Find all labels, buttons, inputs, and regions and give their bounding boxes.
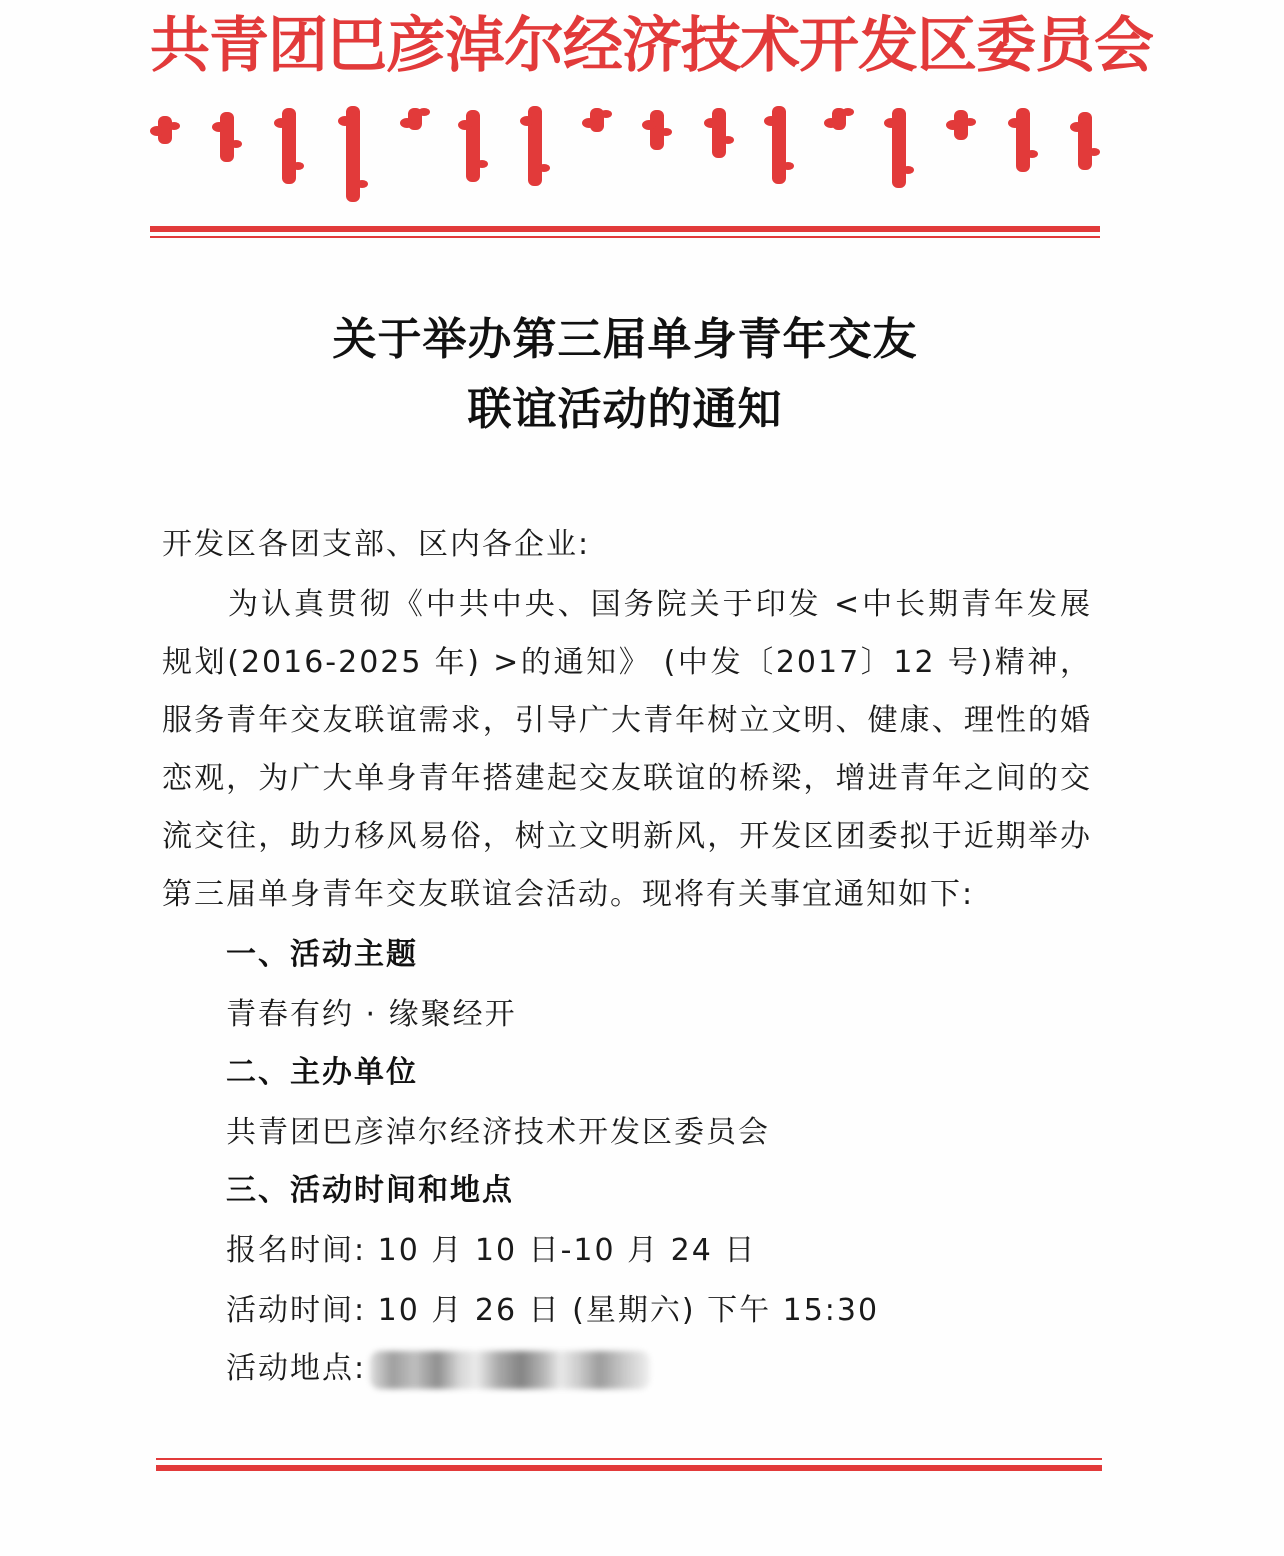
section-content-theme: 青春有约 · 缘聚经开 <box>226 997 517 1032</box>
section-heading-theme: 一、活动主题 <box>226 937 418 972</box>
salutation: 开发区各团支部、区内各企业: <box>162 527 591 562</box>
registration-time-value: 10 月 10 日-10 月 24 日 <box>377 1233 757 1268</box>
letterhead-rule-thick <box>150 226 1100 232</box>
footer-rule-thick <box>156 1465 1102 1471</box>
registration-time <box>226 1222 756 1280</box>
main-paragraph: 为认真贯彻《中共中央、国务院关于印发 <中长期青年发展规划(2016-2025 年) >的通知》 (中发〔2017〕12 号)精神，服务青年交友联谊需求，引导广大青年树立文明、健康、理性的婚恋观，为广大单身青年搭建起交友联谊的桥梁，增进青年之间的交流交往，助力移风易俗，树立文明新风，开发区团委拟于近期举办第三届单身青年交友联谊会活动。现将有关事宜通知如下: <box>162 587 1092 912</box>
section-heading-time-place: 三、活动时间和地点 <box>226 1173 514 1208</box>
letterhead-rule-thin <box>150 236 1100 238</box>
redacted-location <box>370 1351 650 1389</box>
event-time <box>226 1282 879 1340</box>
event-location <box>226 1340 650 1398</box>
letterhead-org-name: 共青团巴彦淖尔经济技术开发区委员会 <box>150 11 1153 81</box>
event-time-label: 活动时间: <box>226 1293 367 1328</box>
document-title-line-1: 关于举办第三届单身青年交友 <box>332 314 918 365</box>
document-title-line-2: 联谊活动的通知 <box>467 384 783 435</box>
letterhead-mongolian-script <box>150 102 1110 212</box>
event-time-value: 10 月 26 日 (星期六) 下午 15:30 <box>377 1293 880 1328</box>
section-content-organizer: 共青团巴彦淖尔经济技术开发区委员会 <box>226 1115 770 1150</box>
registration-time-label: 报名时间: <box>226 1233 367 1268</box>
event-location-label: 活动地点: <box>226 1351 367 1386</box>
footer-rule-thin <box>156 1458 1102 1460</box>
section-heading-organizer: 二、主办单位 <box>226 1055 418 1090</box>
